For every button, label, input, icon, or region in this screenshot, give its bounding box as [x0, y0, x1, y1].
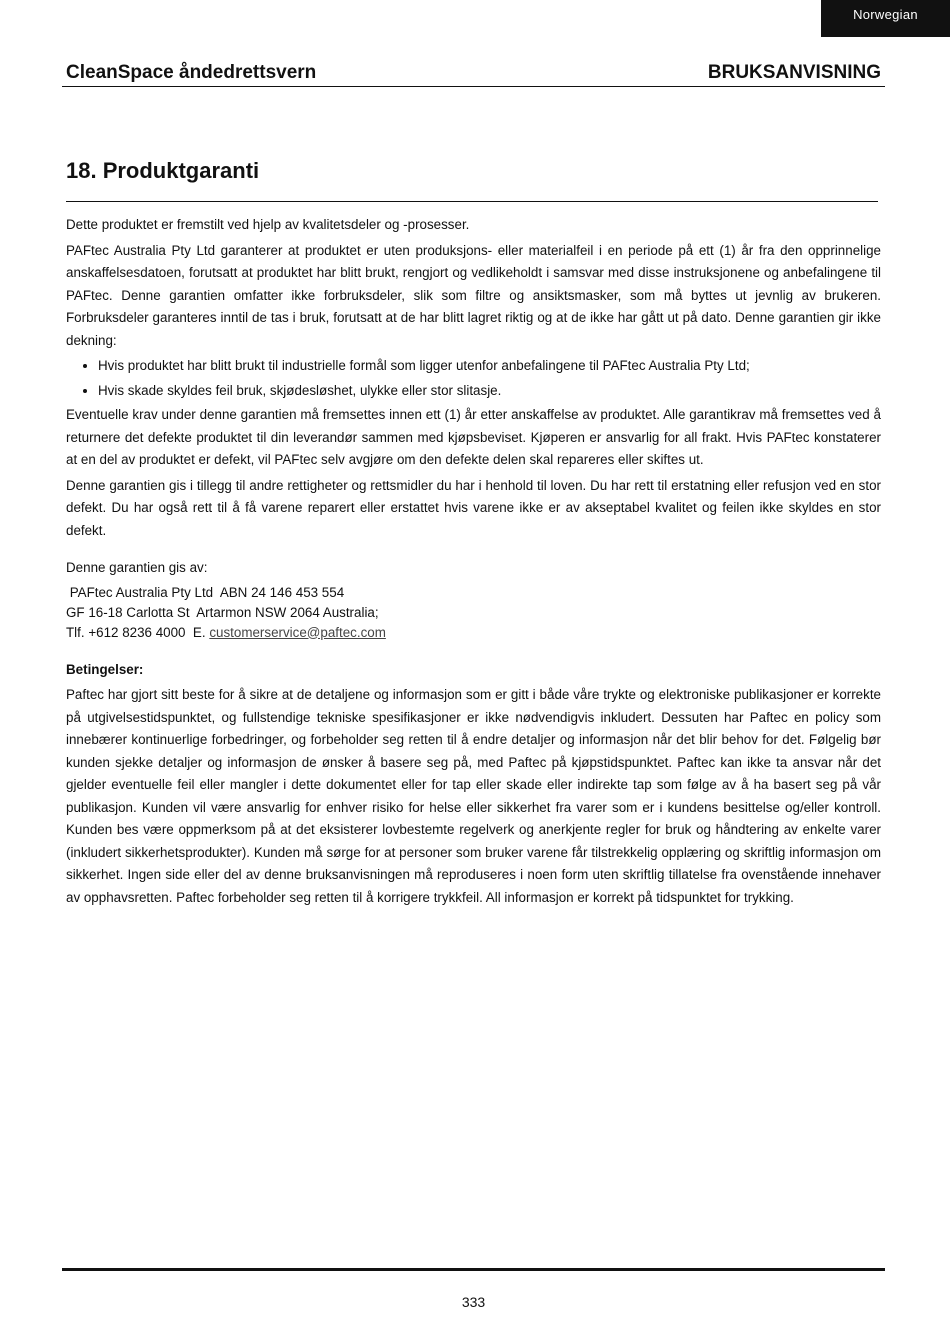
header-product-title: CleanSpace åndedrettsvern — [66, 62, 317, 83]
given-by-label: Denne garantien gis av: — [66, 560, 208, 575]
spacer — [66, 545, 881, 557]
page-number: 333 — [461, 1294, 486, 1310]
language-tab: Norwegian — [821, 0, 950, 37]
phone-text: Tlf. +612 8236 4000 E. — [66, 624, 210, 640]
footer-divider — [62, 1268, 885, 1271]
company-address — [66, 583, 881, 643]
rights-paragraph: Denne garantien gis i tillegg til andre rettigheter og rettsmidler du har i henhold til loven. Du har rett til erstatning eller refusjon ved en stor defekt. Du har også rett til å få varene reparert eller erstattet hvis varene ikke er av akseptabel kvalitet og feilen ikke skyldes en stor defekt. — [66, 477, 881, 538]
section-title: 18. Produktgaranti — [66, 158, 260, 183]
warranty-paragraph: PAFtec Australia Pty Ltd garanterer at produktet er uten produksjons- eller materialfeil i en periode på ett (1) år fra den opprinnelige anskaffelsesdatoen, forutsatt at produktet har blitt brukt, rengjort og vedlikeholdt i samsvar med disse instruksjonene og anbefalingene til PAFtec. Denne garantien omfatter ikke forbruksdeler, slik som filtre og ansiktsmasker, som må byttes ut jevnlig av brukeren. Forbruksdeler garanteres inntil de tas i bruk, forutsatt at de har blitt lagret riktig og at de ikke har gått ut på dato. Denne garantien gir ikke dekning: — [66, 242, 881, 348]
claims-paragraph: Eventuelle krav under denne garantien må fremsettes innen ett (1) år etter anskaffelse av produktet. Alle garantikrav må fremsettes ved å returnere det defekte produktet til din leverandør sammen med kjøpsbeviset. Kjøperen er ansvarlig for all frakt. Hvis PAFtec konstaterer at en del av produktet er defekt, vil PAFtec selv avgjøre om den defekte delen skal repareres eller skiftes ut. — [66, 407, 881, 467]
company-name-line: PAFtec Australia Pty Ltd ABN 24 146 453 554 — [66, 584, 345, 600]
email-link[interactable]: customerservice@paftec.com — [209, 624, 386, 640]
intro-paragraph: Dette produktet er fremstilt ved hjelp av kvalitetsdeler og -prosesser. — [66, 217, 470, 232]
conditions-paragraph: Paftec har gjort sitt beste for å sikre at de detaljene og informasjon som er gitt i både våre trykte og elektroniske publikasjoner er korrekte på utgivelsestidspunktet, og fullstendige tekniske spesifikasjoner er ikke nødvendigvis inkludert. Dessuten har Paftec en policy som innebærer kontinuerlige forbedringer, og forbeholder seg retten til å endre detaljer og informasjon når det blir behov for det. Følgelig bør kunden sjekke detaljer og informasjon de ønsker å basere seg på, med Paftec på kjøpstidspunktet. Paftec kan ikke ta ansvar når det gjelder eventuelle feil eller mangler i dette dokumentet eller for tap eller skade eller indirekte tap som følge av å ha basert seg på vår publikasjon. Kunden vil være ansvarlig for enhver risiko for helse eller sikkerhet fra varer som er i kundens besittelse og/eller kontroll. Kunden bes være oppmerksom på at det eksisterer lovbestemte regelverk og anerkjente regler for bruk og håndtering av enkelte varer (inkludert sikkerhetsprodukter). Kunden må sørge for at personer som bruker varene får tilstrekkelig opplæring og skriftlig informasjon om sikkerhet. Ingen side eller del av denne bruksanvisningen må reproduseres i noen form uten skriftlig tillatelse fra ovenstående innehaver av opphavsretten. Paftec forbeholder seg retten til å korrigere trykkfeil. All informasjon er korrekt på tidspunktet for trykking. — [66, 687, 881, 905]
header-divider — [62, 86, 885, 87]
conditions-label: Betingelser: — [66, 661, 144, 677]
exclusion-list — [66, 355, 881, 402]
page-header — [66, 56, 881, 84]
street-address-line: GF 16-18 Carlotta St Artarmon NSW 2064 Australia; — [66, 604, 379, 620]
section-divider — [66, 201, 878, 202]
list-item: • Hvis skade skyldes feil bruk, skjødesløshet, ulykke eller stor slitasje. — [98, 380, 881, 403]
list-item: • Hvis produktet har blitt brukt til industrielle formål som ligger utenfor anbefalingene til PAFtec Australia Pty Ltd; — [98, 355, 881, 378]
contact-line — [66, 623, 881, 643]
warranty-content — [66, 214, 881, 912]
header-document-type: BRUKSANVISNING — [707, 62, 881, 83]
